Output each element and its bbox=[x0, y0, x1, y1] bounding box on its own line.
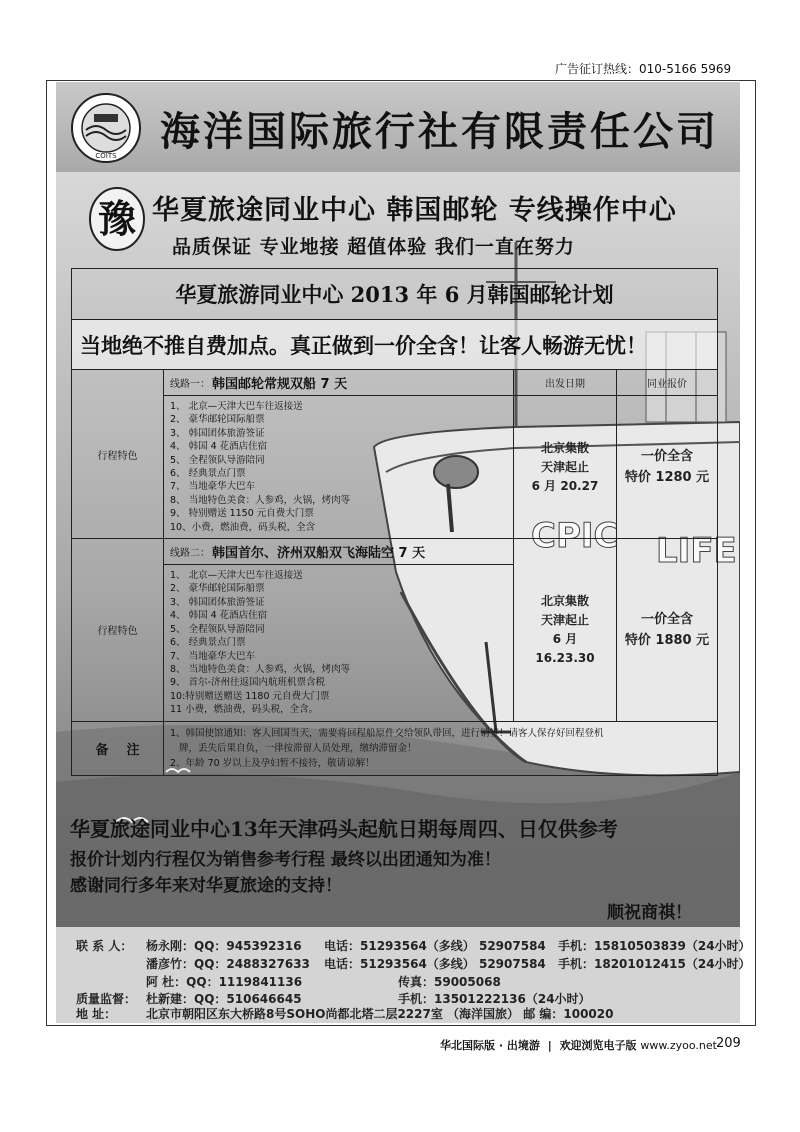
departure-cell bbox=[513, 539, 616, 720]
departure-text: 6 月 20.27 bbox=[531, 478, 599, 493]
plan-title: 华夏旅游同业中心 2013 年 6 月韩国邮轮计划 bbox=[175, 282, 614, 307]
list-item: 2、 豪华邮轮国际船票 bbox=[170, 583, 265, 595]
list-item: 2、 豪华邮轮国际船票 bbox=[170, 414, 265, 426]
contact-mobile: 手机：13501222136（24小时） bbox=[398, 992, 591, 1006]
note-line: 2、年龄 70 岁以上及孕妇暂不接待，敬请谅解！ bbox=[170, 757, 375, 769]
note-line: 牌，丢失后果自负，一律按滞留人员处理，缴纳滞留金！ bbox=[170, 742, 417, 754]
note-line: 1、韩国使馆通知：客人回国当天，需要将回程船原件交给领队带回，进行销签！请客人保存好回程登机 bbox=[170, 727, 604, 739]
route-items bbox=[164, 396, 513, 538]
list-item: 10、小费，燃油费，码头税，全含 bbox=[170, 521, 316, 533]
notes-text bbox=[163, 722, 717, 775]
route-title bbox=[164, 539, 513, 565]
list-item: 1、 北京—天津大巴车往返接送 bbox=[170, 401, 303, 412]
ad-hotline: 广告征订热线：010-5166 5969 bbox=[555, 62, 732, 76]
footer-separator: | bbox=[547, 1039, 552, 1052]
route-row bbox=[72, 369, 717, 538]
route-title bbox=[164, 370, 513, 396]
svg-text:CPIC: CPIC bbox=[531, 516, 619, 556]
price-text: 特价 1280 元 bbox=[624, 470, 710, 486]
page-number: 209 bbox=[716, 1036, 741, 1051]
route-detail bbox=[163, 370, 513, 538]
route-detail bbox=[163, 539, 513, 720]
contact-qq: 潘彦竹：QQ：2488327633 bbox=[146, 957, 310, 971]
notes-label: 备注 bbox=[95, 742, 158, 758]
route-name: 韩国首尔、济州双船双飞海陆空 7 天 bbox=[212, 546, 426, 562]
website-link[interactable]: www.zyoo.net bbox=[640, 1039, 717, 1052]
list-item: 8、 当地特色美食：人参鸡，火锅，烤肉等 bbox=[170, 663, 351, 675]
list-item: 3、 韩国团体旅游签证 bbox=[170, 427, 265, 439]
cruise-plan-table bbox=[71, 268, 718, 776]
company-name: 海洋国际旅行社有限责任公司 bbox=[160, 109, 719, 155]
poster-subtagline: 品质保证 专业地接 超值体验 我们一直在努力 bbox=[172, 236, 575, 258]
column-header-price: 同业报价 bbox=[617, 370, 717, 396]
departure-cell bbox=[513, 370, 616, 538]
route-row bbox=[72, 538, 717, 720]
poster-tagline: 华夏旅途同业中心 韩国邮轮 专线操作中心 bbox=[152, 195, 677, 226]
quality-supervisor-label: 质量监督： bbox=[76, 992, 137, 1006]
list-item: 6、 经典景点门票 bbox=[170, 637, 246, 649]
address-text: 北京市朝阳区东大桥路8号SOHO尚都北塔二层2227室 （海洋国旅） 邮 编：100020 bbox=[146, 1007, 614, 1021]
contact-phone: 电话：51293564（多线） 52907584 bbox=[324, 939, 546, 953]
contact-qq: 杨永刚：QQ：945392316 bbox=[146, 939, 302, 953]
price-text: 一价全含 bbox=[640, 449, 693, 465]
plan-slogan: 当地绝不推自费加点。真正做到一价全含！让客人畅游无忧！ bbox=[72, 320, 717, 369]
edition-label: 华北国际版 · 出境游 bbox=[440, 1039, 540, 1052]
list-item: 4、 韩国 4 花酒店住宿 bbox=[170, 441, 268, 453]
departure-text: 6 月 bbox=[552, 631, 578, 646]
page-footer bbox=[440, 1037, 717, 1053]
contact-mobile: 手机：15810503839（24小时） bbox=[558, 939, 751, 953]
contact-qq: 杜新建：QQ：510646645 bbox=[146, 992, 302, 1006]
route-items bbox=[164, 565, 513, 720]
departure-text: 16.23.30 bbox=[535, 650, 595, 665]
itinerary-notice: 报价计划内行程仅为销售参考行程 最终以出团通知为准！ bbox=[70, 850, 501, 870]
price-text: 一价全含 bbox=[640, 611, 693, 627]
price-cell bbox=[616, 539, 717, 720]
departure-text: 天津起止 bbox=[540, 612, 589, 627]
route-name: 韩国邮轮常规双船 7 天 bbox=[212, 377, 348, 392]
thanks-notice: 感谢同行多年来对华夏旅途的支持！ bbox=[70, 876, 342, 896]
contact-fax: 传真：59005068 bbox=[398, 975, 501, 989]
svg-text:豫: 豫 bbox=[97, 196, 137, 241]
price-text: 特价 1880 元 bbox=[624, 632, 710, 648]
list-item: 3、 韩国团体旅游签证 bbox=[170, 596, 265, 608]
departure-text: 天津起止 bbox=[540, 459, 589, 474]
price-cell bbox=[616, 370, 717, 538]
contact-qq: 阿 杜：QQ：1119841136 bbox=[146, 975, 303, 989]
departure-text: 北京集散 bbox=[540, 440, 589, 455]
svg-text:LIFE: LIFE bbox=[656, 531, 737, 571]
list-item: 9、 特别赠送 1150 元自费大门票 bbox=[170, 508, 314, 520]
browse-label: 欢迎浏览电子版 bbox=[559, 1039, 637, 1052]
company-logo-icon bbox=[70, 92, 142, 164]
schedule-notice: 华夏旅途同业中心13年天津码头起航日期每周四、日仅供参考 bbox=[70, 817, 618, 841]
list-item: 1、 北京—天津大巴车往返接送 bbox=[170, 570, 303, 582]
route-prefix: 线路二： bbox=[170, 548, 210, 560]
svg-text:COITS: COITS bbox=[95, 152, 117, 160]
column-header-departure: 出发日期 bbox=[514, 370, 616, 396]
list-item: 6、 经典景点门票 bbox=[170, 468, 246, 480]
address-label: 地 址： bbox=[76, 1007, 117, 1021]
calligraphy-seal-icon bbox=[88, 186, 146, 252]
notes-row bbox=[72, 721, 717, 775]
list-item: 7、 当地豪华大巴车 bbox=[170, 481, 256, 493]
list-item: 5、 全程领队导游陪同 bbox=[170, 454, 265, 466]
departure-text: 北京集散 bbox=[540, 593, 589, 608]
contact-label: 联 系 人： bbox=[76, 939, 133, 953]
list-item: 9、 首尔-济州往返国内航班机票含税 bbox=[170, 677, 325, 689]
route-prefix: 线路一： bbox=[170, 379, 210, 390]
list-item: 8、 当地特色美食：人参鸡，火锅，烤肉等 bbox=[170, 494, 351, 506]
contact-phone: 电话：51293564（多线） 52907584 bbox=[324, 957, 546, 971]
contact-mobile: 手机：18201012415（24小时） bbox=[558, 957, 751, 971]
closing-regards: 顺祝商祺！ bbox=[607, 903, 692, 923]
route-label: 行程特色 bbox=[97, 626, 138, 638]
route-label: 行程特色 bbox=[97, 450, 138, 462]
list-item: 5、 全程领队导游陪同 bbox=[170, 623, 265, 635]
list-item: 7、 当地豪华大巴车 bbox=[170, 650, 256, 662]
list-item: 11 小费，燃油费，码头税，全含。 bbox=[170, 704, 319, 716]
list-item: 4、 韩国 4 花酒店住宿 bbox=[170, 610, 268, 622]
list-item: 10:特别赠送赠送 1180 元自费大门票 bbox=[170, 690, 330, 702]
